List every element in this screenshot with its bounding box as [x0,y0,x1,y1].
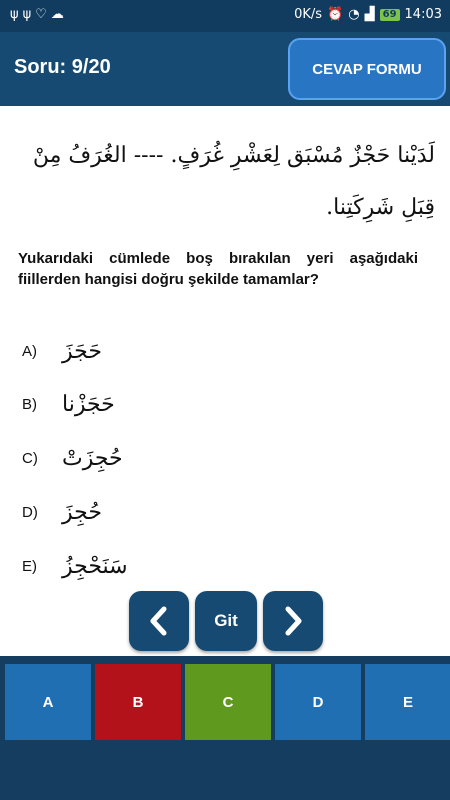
option-e[interactable] [22,546,128,586]
answer-button-d[interactable]: D [275,664,361,740]
git-button[interactable] [195,591,257,651]
status-bar [0,0,450,32]
next-button[interactable] [263,591,323,651]
option-text: حُجِزَتْ [62,445,123,471]
option-text: حُجِزَ [62,499,102,525]
usb-icon: ψ [10,7,23,22]
answer-button-e[interactable]: E [365,664,450,740]
usb-icon: ψ [22,7,36,22]
git-label: Git [214,611,238,630]
option-letter: A) [22,342,37,360]
chevron-left-icon [148,606,170,636]
option-letter: E) [22,557,37,575]
alarm-icon: ⏰ [327,7,344,22]
question-prompt: Yukarıdaki cümlede boş bırakılan yeri aşağıdaki fiillerden hangisi doğru şekilde tamamlar? [18,250,418,288]
option-a[interactable] [22,331,102,371]
option-d[interactable] [22,492,102,532]
option-text: حَجَزْنا [62,391,115,417]
status-time: 14:03 [404,7,442,22]
cloud-icon: ☁ [50,7,68,22]
arabic-sentence: لَدَيْنا حَجْزٌ مُسْبَق لِعَشْرِ غُرَفٍ. ---- الغُرَفُ مِنْ قِبَلِ شَرِكَتِنا. [32,143,435,220]
option-letter: B) [22,395,37,413]
option-c[interactable] [22,438,123,478]
question-counter: Soru: 9/20 [14,56,111,78]
option-letter: C) [22,449,38,467]
heart-monitor-icon: ♡ [35,7,51,22]
option-b[interactable] [22,384,115,424]
notification-icons [10,7,68,22]
answer-bar [0,656,450,744]
chevron-right-icon [282,606,304,636]
option-text: حَجَزَ [62,338,102,364]
answer-button-b[interactable]: B [95,664,181,740]
answer-button-a[interactable]: A [5,664,91,740]
option-text: سَنَحْجِزُ [62,553,128,579]
signal-icon: ▟ [364,7,375,22]
battery-indicator: 69 [380,9,400,21]
option-letter: D) [22,503,38,521]
wifi-icon: ◔ [348,7,360,22]
cevap-formu-button[interactable]: CEVAP FORMU [288,38,446,100]
app-bar [0,32,450,106]
bottom-area [0,744,450,800]
answer-button-c[interactable]: C [185,664,271,740]
previous-button[interactable] [129,591,189,651]
net-speed: 0K/s [294,7,323,22]
